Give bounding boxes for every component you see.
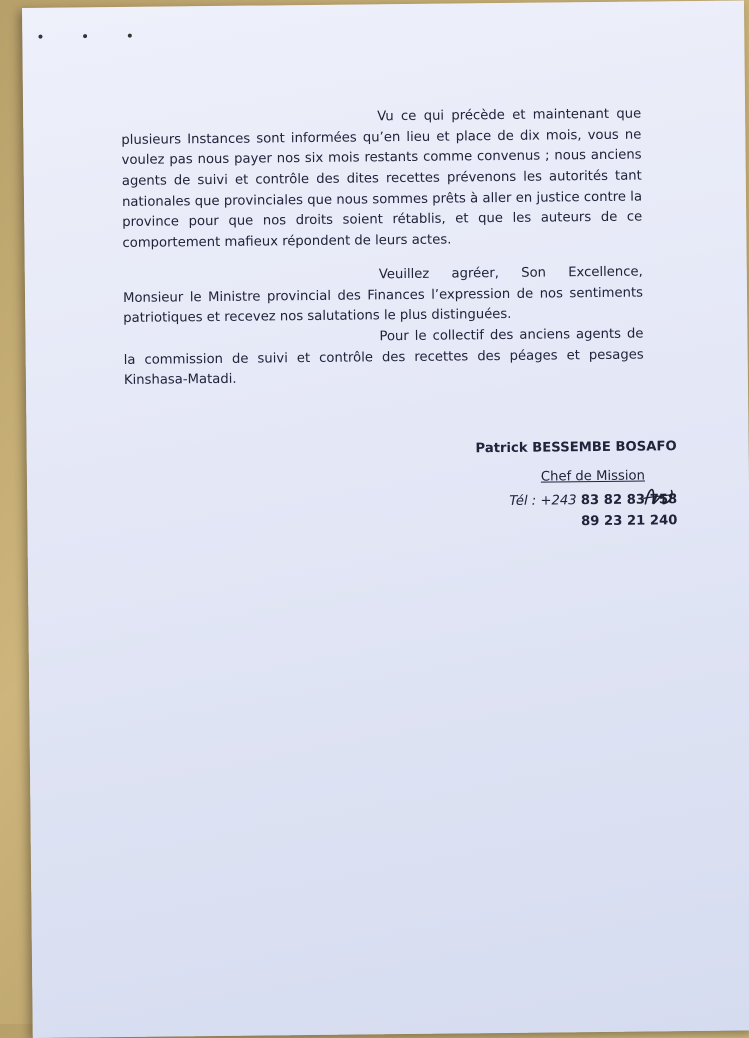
signatory-name: Patrick BESSEMBE BOSAFO — [475, 439, 677, 457]
signature-block — [447, 437, 678, 534]
letter-page — [22, 0, 749, 1038]
paragraph-warning: Vu ce qui précède et maintenant que plusieurs Instances sont informées qu’en lieu et place de dix mois, vous ne voulez pas nous payer nos six mois restants comme convenus ; nous anciens agents de suivi et contrôle des dites recettes prévenons les autorités tant nationales que provinciales que nous sommes prêts à aller en justice contre la province pour que nos droits soient rétablis, et que les auteurs de ce comportement mafieux répondent de leurs actes. — [121, 106, 643, 251]
paragraph-closing: Veuillez agréer, Son Excellence, Monsieur le Ministre provincial des Finances l’expression de nos sentiments patriotiques et recevez nos salutations le plus distinguées. — [122, 264, 644, 327]
tel-label: Tél : +243 — [509, 493, 577, 510]
phone-number-2: 89 23 21 240 — [580, 512, 678, 529]
punch-marks: • • • — [36, 28, 151, 46]
signatory-role: Chef de Mission — [540, 468, 646, 485]
paragraph-collective: Pour le collectif des anciens agents de la commission de suivi et contrôle des recettes des péages et pesages Kinshasa-Matadi. — [123, 326, 644, 389]
handwritten-signature-icon — [641, 482, 677, 512]
phone-number-1: 83 82 83 758 — [580, 492, 678, 509]
